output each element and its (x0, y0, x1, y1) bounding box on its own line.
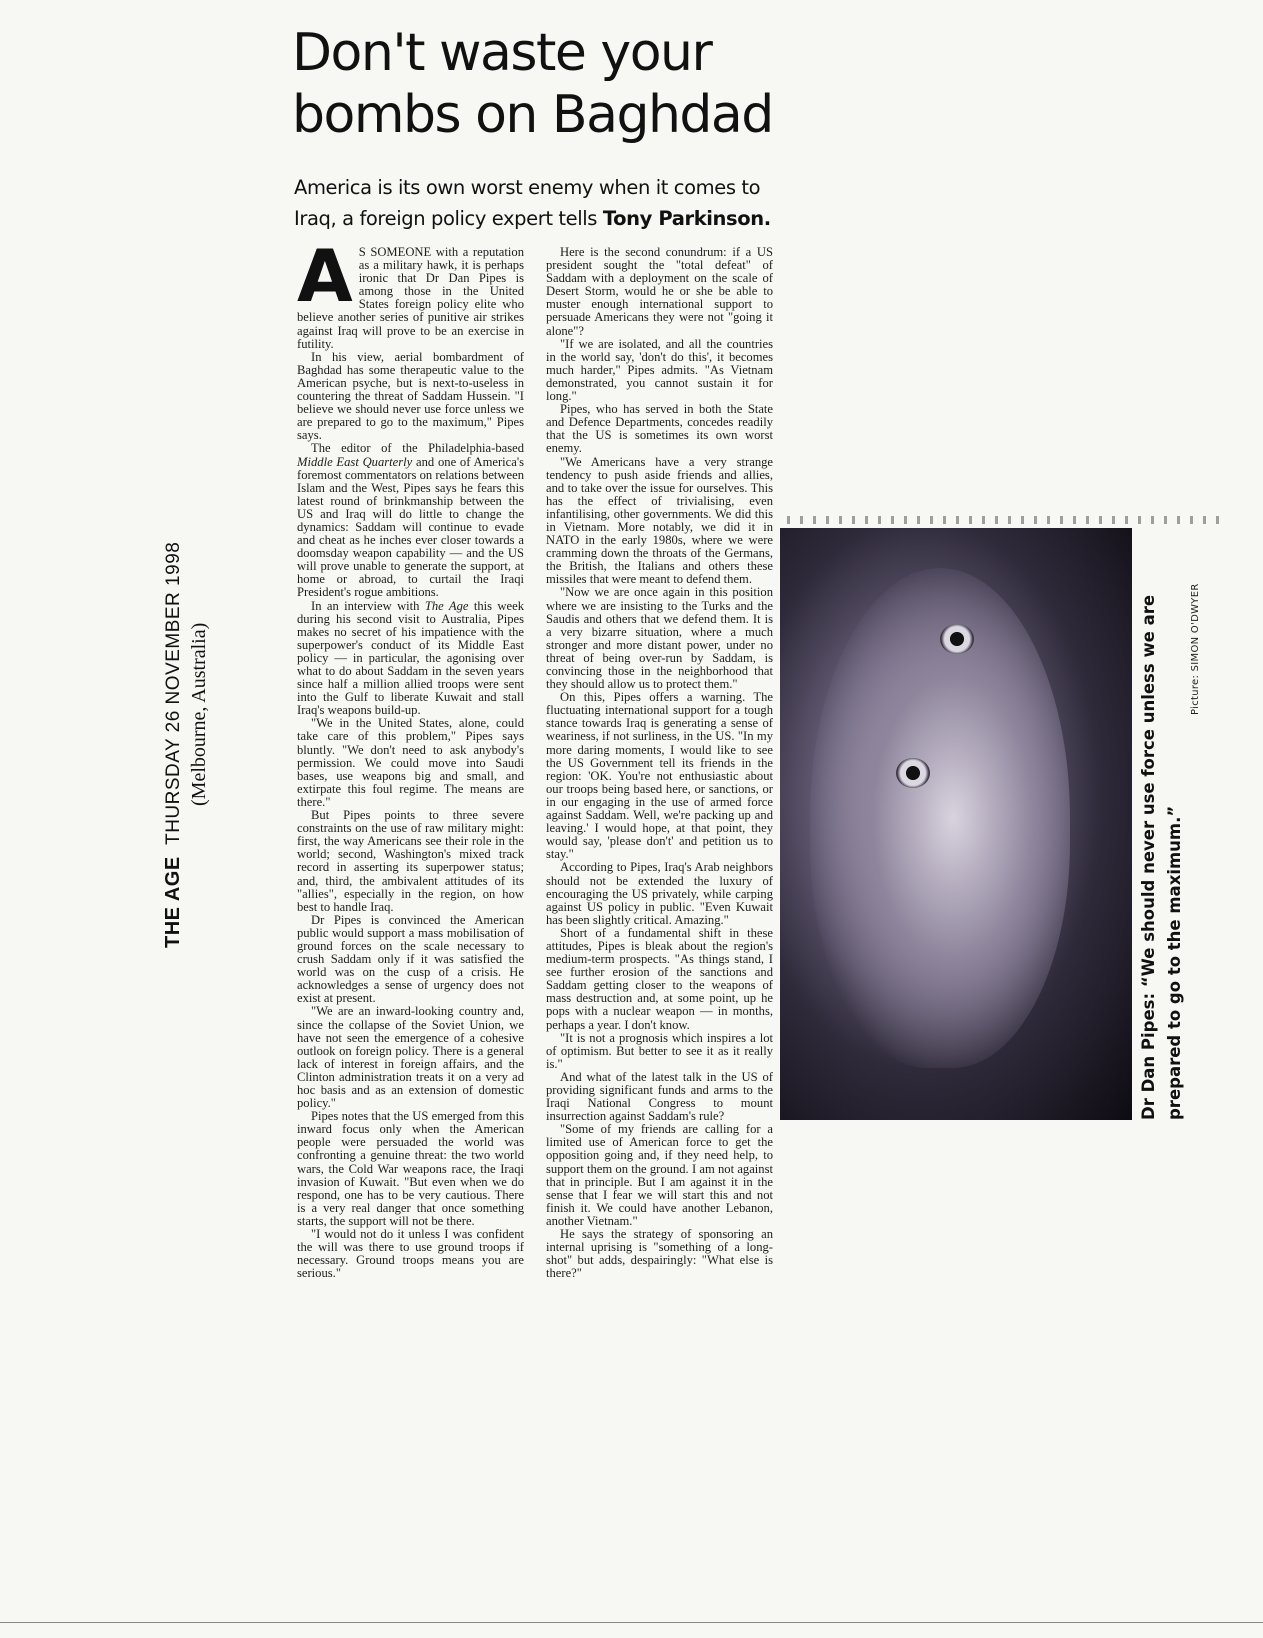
article-paragraph: "It is not a prognosis which inspires a lot of optimism. But better to see it as it really is." (546, 1030, 773, 1071)
article-paragraph: Dr Pipes is convinced the American public would support a mass mobilisation of ground forces on the scale necessary to crush Saddam only if it was satisfied the world was on the cusp of a crisis. He acknowledges a sense of urgency does not exist at present. (297, 912, 524, 1006)
article-paragraph: A S SOMEONE with a reputation as a military hawk, it is perhaps ironic that Dr Dan Pipes is among those in the United States foreign policy elite who believe another series of punitive air strikes against Iraq will prove to be an exercise in futility. (297, 234, 524, 351)
article-column-2 (546, 246, 773, 1280)
photo-credit: Picture: SIMON O'DWYER (1190, 583, 1201, 715)
page-bottom-rule (0, 1622, 1263, 1623)
article-paragraph: Pipes, who has served in both the State and Defence Departments, concedes readily that the US is sometimes its own worst enemy. (546, 402, 773, 456)
article-paragraph: "I would not do it unless I was confident the will was there to use ground troops if necessary. Ground troops means you are serious." (297, 1227, 524, 1281)
article-paragraph: And what of the latest talk in the US of providing significant funds and arms to the Iraqi National Congress to mount insurrection against Saddam's rule? (546, 1069, 773, 1124)
article-paragraph: According to Pipes, Iraq's Arab neighbors should not be extended the luxury of encouraging the US privately, while carping against US policy in public. "Even Kuwait has been slightly critical. Amazing." (546, 860, 773, 927)
article-paragraph: "We in the United States, alone, could take care of this problem," Pipes says bluntly. "We don't need to ask anybody's permission. We could move into Saudi bases, use weapons big and small, and extirpate this foul regime. The means are there." (297, 716, 524, 809)
article-paragraph: On this, Pipes offers a warning. The fluctuating international support for a tough stance towards Iraq is generating a sense of weariness, if not surliness, in the US. "In my more daring moments, I would like to see the US Government tell its friends in the region: 'OK. You're not enthusiastic about our troops being based here, or sanctions, or in our engaging in the use of armed force against Saddam. Well, we're packing up and leaving.' I would hope, at that point, they would say, 'please don't' and petition us to stay." (546, 690, 773, 862)
article-paragraph: But Pipes points to three severe constraints on the use of raw military might: first, the way Americans see their role in the world; second, Washington's mixed track record in asserting its superpower status; and, third, the ambivalent attitudes of its "allies", especially in the region, on how best to handle Iraq. (297, 808, 524, 914)
article-paragraph: He says the strategy of sponsoring an internal uprising is "something of a long-shot" but adds, despairingly: "What else is there?" (546, 1227, 773, 1281)
article-paragraph: Pipes notes that the US emerged from this inward focus only when the American people were persuaded the world was confronting a genuine threat: the two world wars, the Cold War weapons race, the Iraqi invasion of Kuwait. "But even when we do respond, one has to be very cautious. There is a very real danger that once something starts, the support will not be there. (297, 1109, 524, 1228)
publication-location: (Melbourne, Australia) (188, 622, 210, 806)
standfirst-author: Tony Parkinson. (602, 207, 771, 230)
article-paragraph: "We are an inward-looking country and, since the collapse of the Soviet Union, we have not seen the emergence of a cohesive outlook on foreign policy. There is a general lack of interest in foreign affairs, and the Clinton administration treats it on a very ad hoc basis and as an extension of domestic policy." (297, 1004, 524, 1111)
headline-line-1: Don't waste your (292, 23, 712, 83)
article-paragraph: "If we are isolated, and all the countries in the world say, 'don't do this', it becomes much harder," Pipes admits. "As Vietnam demonstrated, you cannot sustain it for long." (546, 336, 773, 404)
article-paragraph: "Some of my friends are calling for a limited use of American force to get the opposition going and, if they need help, to support them on the ground. I am not against that in principle. But I am against it in the sense that I fear we will start this and not finish it. We could have another Lebanon, another Vietnam." (546, 1122, 773, 1228)
publication-date: THURSDAY 26 NOVEMBER 1998 (163, 541, 184, 845)
article-paragraph: "We Americans have a very strange tendency to push aside friends and allies, and to take over the issue for ourselves. This has the effect of trivialising, even infantilising, other governments. We did this in Vietnam. More notably, we did it in NATO in the early 1980s, where we were cramming down the throats of the Germans, the British, the Italians and others these missiles that were meant to defend them. (546, 454, 773, 587)
article-paragraph: In an interview with The Age this week during his second visit to Australia, Pipes makes no secret of his impatience with the superpower's conduct of its Middle East policy — in particular, the agonising over what to do about Saddam in the seven years since half a million allied troops were sent into the Gulf to liberate Kuwait and stall Iraq's weapons build-up. (297, 598, 524, 718)
article-column-1 (297, 234, 525, 1281)
photo-caption (1136, 520, 1188, 1120)
caption-lead: Dr Dan Pipes: (1139, 987, 1158, 1120)
caption-quote: “We should never use force unless we are prepared to go to the maximum.” (1139, 594, 1184, 1120)
headline-line-2: bombs on Baghdad (292, 85, 773, 145)
article-paragraph: Short of a fundamental shift in these attitudes, Pipes is bleak about the region's medium-term prospects. "As things stand, I see further erosion of the sanctions and Saddam getting closer to the weapons of mass destruction and, at some point, up he pops with a nuclear weapon — in months, perhaps a year. I don't know. (546, 925, 773, 1032)
article-paragraph: Here is the second conundrum: if a US president sought the "total defeat" of Saddam with a deployment on the scale of Desert Storm, would he or she be able to muster enough international support to persuade Americans they were not "going it alone"? (546, 245, 773, 338)
headline (292, 22, 812, 146)
article-paragraph: In his view, aerial bombardment of Baghdad has some therapeutic value to the American psyche, but is next-to-useless in countering the threat of Saddam Hussein. "I believe we should never use force unless we are prepared to go to the maximum," Pipes says. (297, 349, 524, 443)
standfirst (294, 172, 794, 234)
portrait-photo (780, 528, 1132, 1120)
drop-cap: A (297, 234, 353, 318)
article-paragraph: The editor of the Philadelphia-based Middle East Quarterly and one of America's foremost commentators on relations between Islam and the West, Pipes says he fears this latest round of brinkmanship between the US and Iraq will do little to change the dynamics: Saddam will continue to evade and cheat as he inches ever closer towards a doomsday weapon capability — and the US will prove unable to generate the support, at home or abroad, to curtail the Iraqi President's rogue ambitions. (297, 441, 525, 600)
article-paragraph: "Now we are once again in this position where we are insisting to the Turks and the Saudis and others that we defend them. It is a very bizarre situation, where a much stronger and more distant power, under no threat of being over-run by Saddam, is convincing those in the neighborhood that they should allow us to protect them." (546, 585, 773, 692)
portrait-eye (940, 624, 974, 654)
masthead: THE AGE (162, 856, 184, 948)
dateline (162, 478, 185, 948)
portrait-eye (896, 758, 930, 788)
standfirst-text: America is its own worst enemy when it comes to Iraq, a foreign policy expert tells (294, 176, 761, 230)
